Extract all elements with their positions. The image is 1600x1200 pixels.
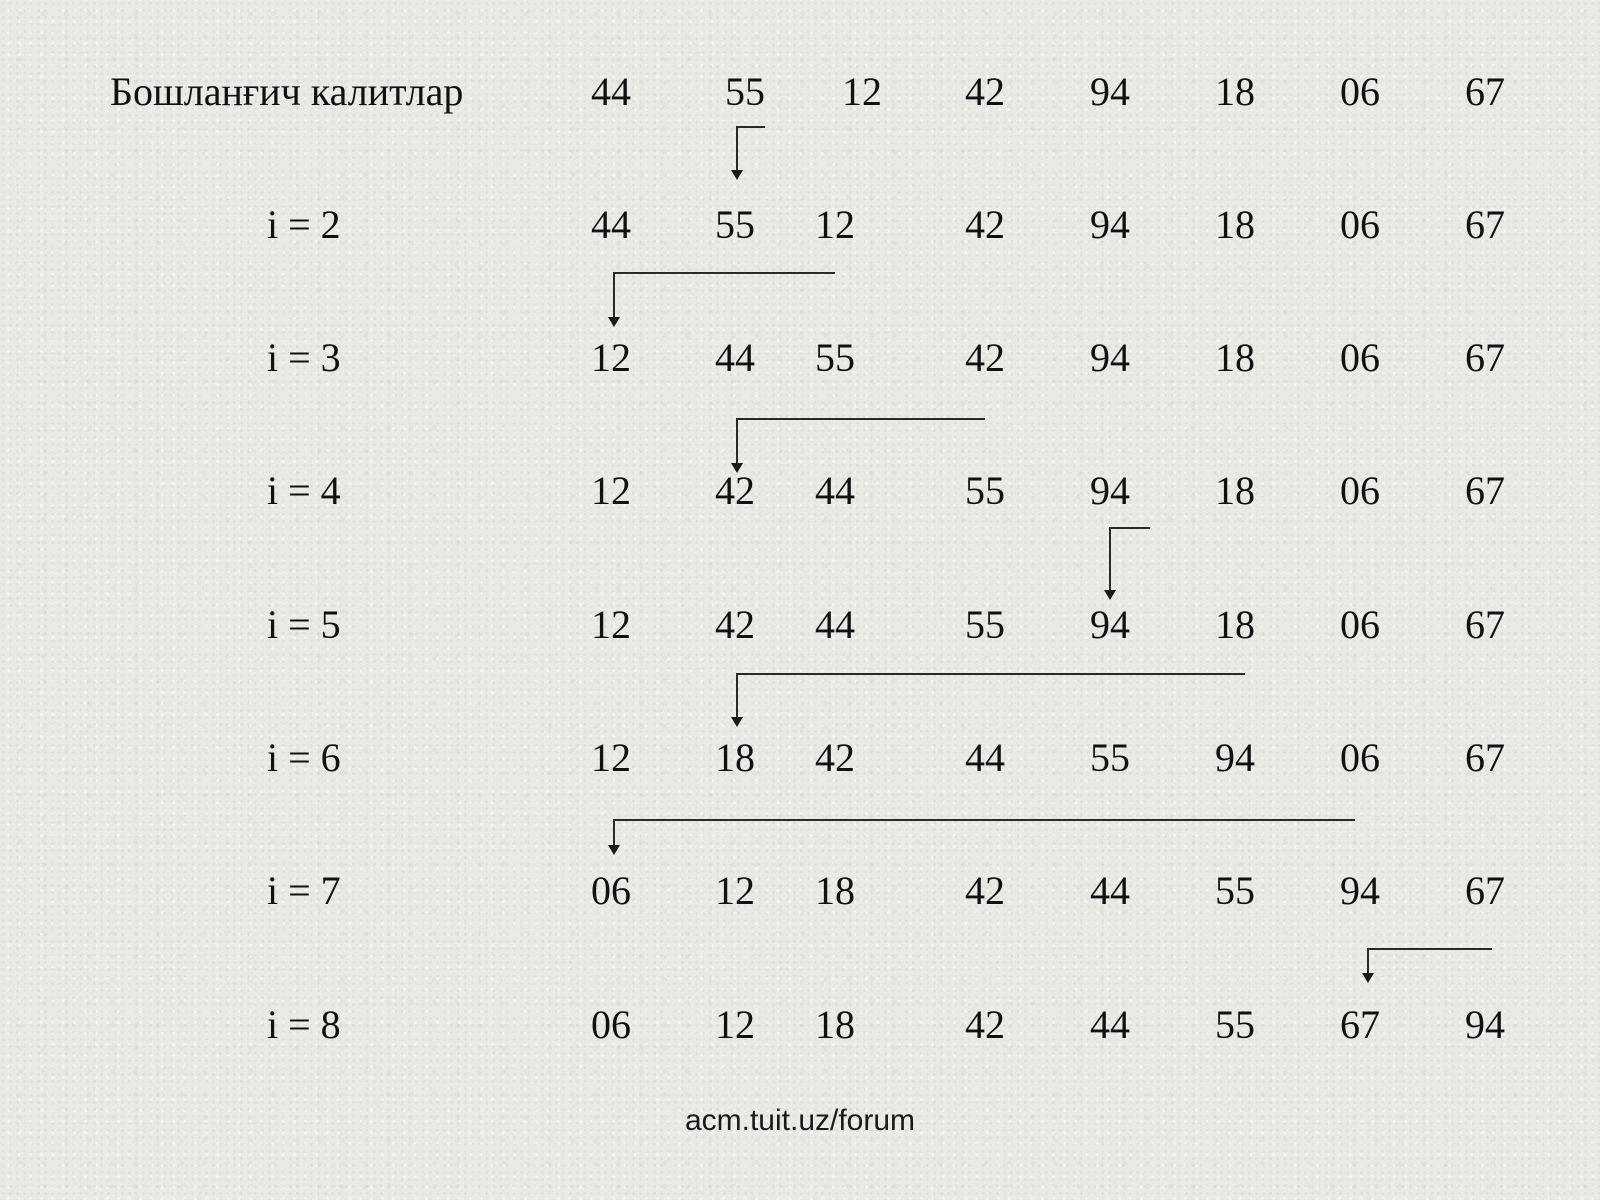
row-label-step: i = 8 [267,1002,341,1047]
key-cell: 55 [965,468,1005,513]
arrowhead-icon [608,845,620,855]
key-cell: 12 [815,202,855,247]
key-cell: 55 [1215,1002,1255,1047]
key-cell: 42 [715,602,755,647]
key-cell: 18 [715,735,755,780]
row-label-step: i = 7 [267,868,341,913]
arrowhead-icon [731,170,743,180]
key-cell: 67 [1465,735,1505,780]
key-cell: 94 [1090,602,1130,647]
key-cell: 44 [1090,868,1130,913]
key-cell: 06 [591,868,631,913]
key-cell: 44 [815,468,855,513]
key-cell: 42 [965,69,1005,114]
arrowhead-icon [1362,973,1374,983]
insertion-arrow-line [614,820,1355,847]
key-cell: 06 [1340,602,1380,647]
key-cell: 12 [591,335,631,380]
key-cell: 94 [1465,1002,1505,1047]
key-cell: 94 [1090,69,1130,114]
key-cell: 12 [591,468,631,513]
key-cell: 12 [591,735,631,780]
key-cell: 18 [815,1002,855,1047]
key-cell: 67 [1465,868,1505,913]
key-cell: 94 [1090,468,1130,513]
row-label-initial-keys: Бошланғич калитлар [110,69,464,114]
key-cell: 18 [1215,335,1255,380]
key-cell: 67 [1465,69,1505,114]
key-cell: 12 [715,868,755,913]
key-cell: 18 [1215,602,1255,647]
key-cell: 94 [1090,202,1130,247]
key-cell: 42 [965,335,1005,380]
key-cell: 12 [842,69,882,114]
key-cell: 06 [1340,69,1380,114]
key-cell: 18 [1215,69,1255,114]
key-cell: 06 [1340,202,1380,247]
row-label-step: i = 4 [267,468,341,513]
key-cell: 94 [1215,735,1255,780]
key-cell: 44 [715,335,755,380]
key-cell: 55 [715,202,755,247]
key-cell: 42 [965,868,1005,913]
key-cell: 18 [1215,468,1255,513]
key-cell: 94 [1090,335,1130,380]
key-cell: 67 [1465,335,1505,380]
arrowhead-icon [1104,590,1116,600]
footer-url: acm.tuit.uz/forum [684,1104,916,1137]
row-label-step: i = 5 [267,602,341,647]
key-cell: 42 [815,735,855,780]
key-cell: 94 [1340,868,1380,913]
key-cell: 06 [1340,735,1380,780]
key-cell: 55 [965,602,1005,647]
key-cell: 67 [1340,1002,1380,1047]
key-cell: 44 [1090,1002,1130,1047]
key-cell: 44 [591,69,631,114]
key-cell: 55 [1215,868,1255,913]
key-cell: 18 [815,868,855,913]
key-cell: 06 [1340,335,1380,380]
row-label-step: i = 6 [267,735,341,780]
key-cell: 18 [1215,202,1255,247]
key-cell: 55 [725,69,765,114]
key-cell: 42 [715,468,755,513]
key-cell: 42 [965,202,1005,247]
insertion-arrow-line [1110,528,1150,592]
insertion-arrow-line [737,419,985,465]
key-cell: 67 [1465,468,1505,513]
arrowhead-icon [731,717,743,727]
key-cell: 44 [815,602,855,647]
insertion-arrow-line [1368,949,1492,975]
key-cell: 12 [591,602,631,647]
insertion-arrow-line [737,674,1245,719]
insertion-arrow-line [614,273,835,319]
key-cell: 12 [715,1002,755,1047]
key-cell: 67 [1465,602,1505,647]
insertion-arrow-line [737,127,765,172]
key-cell: 55 [815,335,855,380]
key-cell: 06 [591,1002,631,1047]
key-cell: 44 [965,735,1005,780]
key-cell: 44 [591,202,631,247]
key-cell: 06 [1340,468,1380,513]
key-cell: 67 [1465,202,1505,247]
row-label-step: i = 3 [267,335,341,380]
arrowhead-icon [608,317,620,327]
key-cell: 42 [965,1002,1005,1047]
key-cell: 55 [1090,735,1130,780]
row-label-step: i = 2 [267,202,341,247]
